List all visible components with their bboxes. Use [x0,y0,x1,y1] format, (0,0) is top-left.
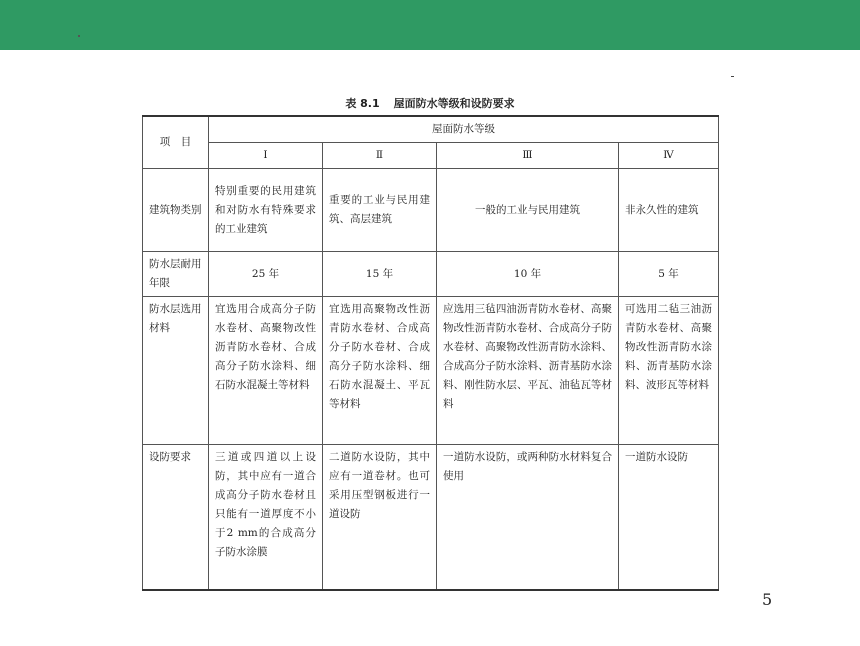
table-cell: 可选用二毡三油沥青防水卷材、高聚物改性沥青防水涂料、沥青基防水涂料、波形瓦等材料 [619,297,719,445]
row-label: 防水层选用材料 [143,297,209,445]
row-label: 防水层耐用年限 [143,252,209,297]
table-cell: 非永久性的建筑 [619,169,719,252]
header-group-cell: 屋面防水等级 [209,116,719,143]
grade-4-cell: Ⅳ [619,143,719,169]
header-item-cell: 项 目 [143,116,209,169]
table-cell: 25 年 [209,252,323,297]
page-number: 5 [762,590,773,609]
grade-2-cell: Ⅱ [323,143,437,169]
table-cell: 一道防水设防 [619,445,719,590]
table-caption-title: 屋面防水等级和设防要求 [393,97,515,110]
table-cell: 宜选用高聚物改性沥青防水卷材、合成高分子防水卷材、合成高分子防水涂料、细石防水混凝土、平瓦等材料 [323,297,437,445]
grade-3-cell: Ⅲ [437,143,619,169]
header-bar [0,0,860,50]
grade-1-cell: Ⅰ [209,143,323,169]
waterproof-grade-table [142,115,719,591]
table-cell: 应选用三毡四油沥青防水卷材、高聚物改性沥青防水卷材、合成高分子防水卷材、高聚物改性沥青防水涂料、合成高分子防水涂料、沥青基防水涂料、刚性防水层、平瓦、油毡瓦等材料 [437,297,619,445]
grade-row [143,143,719,169]
service-life-row [143,252,719,297]
table-cell: 宜选用合成高分子防水卷材、高聚物改性沥青防水卷材、合成高分子防水涂料、细石防水混凝土等材料 [209,297,323,445]
table-cell: 重要的工业与民用建筑、高层建筑 [323,169,437,252]
protection-requirement-row [143,445,719,590]
table-cell: 特别重要的民用建筑和对防水有特殊要求的工业建筑 [209,169,323,252]
row-label: 设防要求 [143,445,209,590]
building-category-row [143,169,719,252]
table-cell: 一道防水设防，或两种防水材料复合使用 [437,445,619,590]
header-row [143,116,719,143]
table-cell: 15 年 [323,252,437,297]
table-caption [0,95,860,111]
row-label: 建筑物类别 [143,169,209,252]
table-cell: 一般的工业与民用建筑 [437,169,619,252]
table-cell: 10 年 [437,252,619,297]
decorative-dot [731,76,734,77]
table-cell: 三道或四道以上设防，其中应有一道合成高分子防水卷材且只能有一道厚度不小于2 mm的合成高分子防水涂膜 [209,445,323,590]
decorative-dot [78,35,80,37]
table-cell: 5 年 [619,252,719,297]
materials-row [143,297,719,445]
table-caption-number: 表 8.1 [345,97,380,110]
table-cell: 二道防水设防，其中应有一道卷材。也可采用压型钢板进行一道设防 [323,445,437,590]
